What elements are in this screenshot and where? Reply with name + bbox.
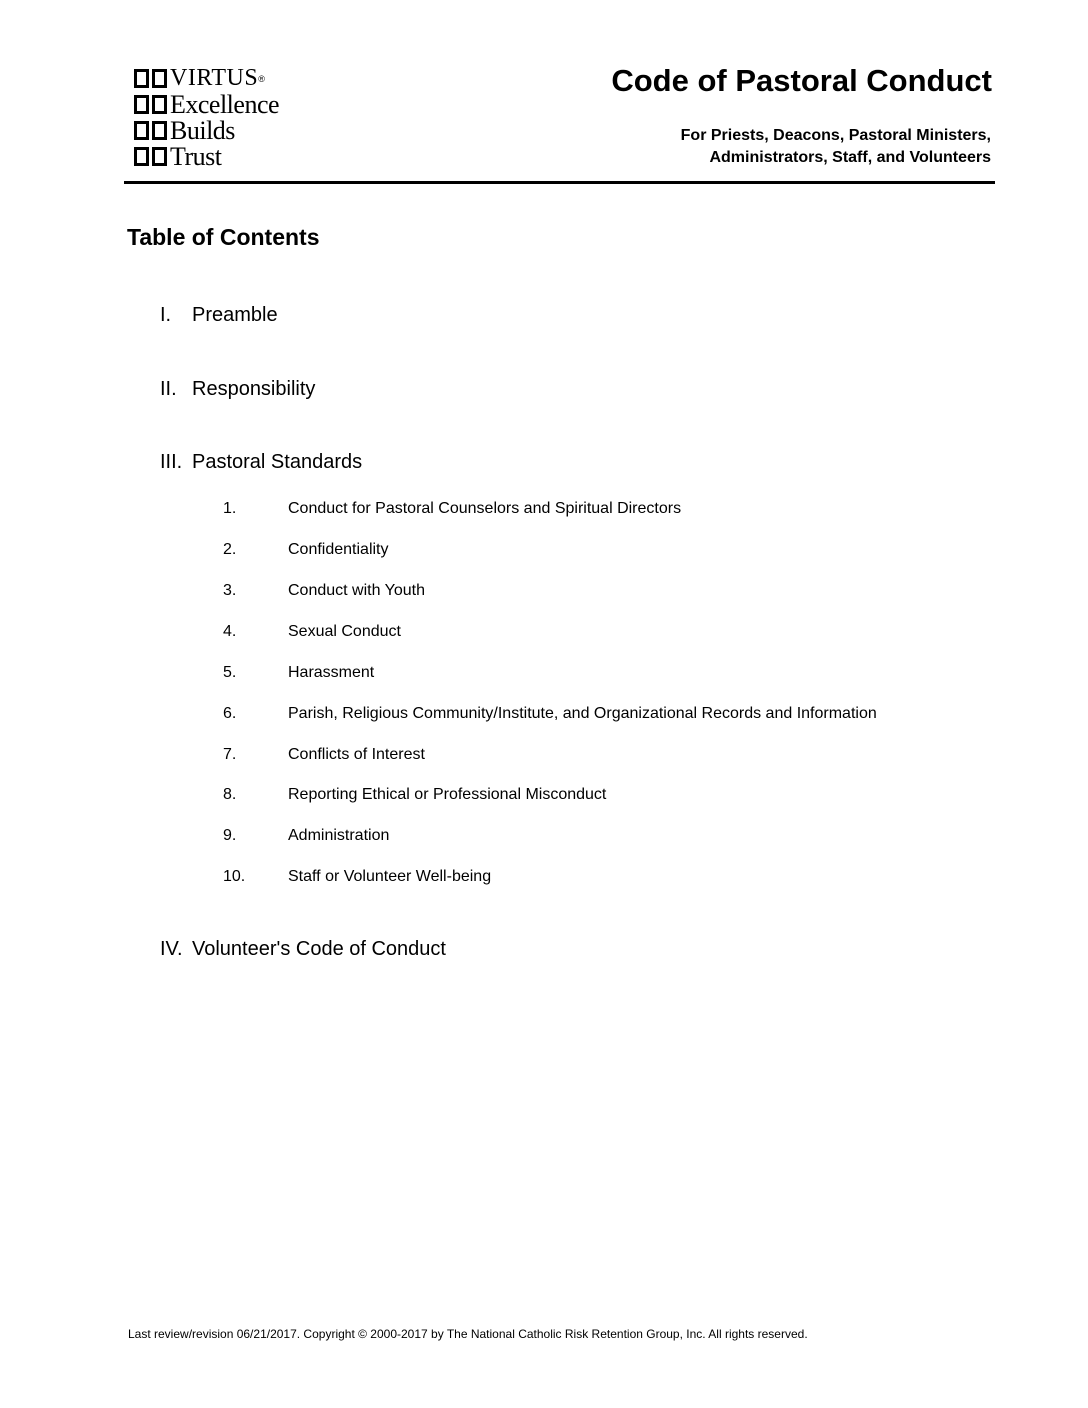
subsection-number: 3. <box>223 582 237 599</box>
subtitle-line-2: Administrators, Staff, and Volunteers <box>709 149 991 166</box>
toc-section-preamble <box>160 304 278 327</box>
section-label: Responsibility <box>192 378 316 400</box>
toc-section-responsibility <box>160 378 315 401</box>
copyright-footer: Last review/revision 06/21/2017. Copyright © 2000-2017 by The National Catholic Risk Retention Group, Inc. All rights reserved. <box>128 1327 808 1341</box>
section-number: IV. <box>160 938 183 960</box>
subsection-label: Conduct for Pastoral Counselors and Spiritual Directors <box>288 500 682 517</box>
header-divider <box>124 181 995 184</box>
section-number: I. <box>160 304 172 326</box>
section-label: Pastoral Standards <box>192 451 363 473</box>
logo-row-builds <box>134 118 235 143</box>
logo-word-trust: Trust <box>170 142 222 171</box>
subsection-number: 10. <box>223 868 246 885</box>
logo-squares-icon <box>134 147 167 166</box>
toc-section-volunteer-code <box>160 938 446 961</box>
subsection-label: Staff or Volunteer Well-being <box>288 868 492 885</box>
logo-word-builds: Builds <box>170 116 235 145</box>
logo-word-virtus: VIRTUS <box>170 65 259 91</box>
subsection-number: 8. <box>223 786 237 803</box>
subsection-label: Administration <box>288 827 390 844</box>
logo-squares-icon <box>134 95 167 114</box>
logo-row-trust <box>134 144 221 169</box>
toc-section-pastoral-standards <box>160 451 362 474</box>
subsection-number: 4. <box>223 623 237 640</box>
subsection-label: Conflicts of Interest <box>288 746 425 763</box>
subsection-number: 6. <box>223 705 237 722</box>
document-subtitle <box>681 125 991 169</box>
subsection-number: 1. <box>223 500 237 517</box>
logo-row-excellence <box>134 92 279 117</box>
section-number: II. <box>160 378 177 400</box>
registered-mark: ® <box>258 73 265 84</box>
subsection-label: Harassment <box>288 664 375 681</box>
subsection-number: 7. <box>223 746 237 763</box>
section-label: Volunteer's Code of Conduct <box>192 938 446 960</box>
logo-word-excellence: Excellence <box>170 90 280 119</box>
toc-heading: Table of Contents <box>127 224 320 250</box>
subsection-label: Confidentiality <box>288 541 389 558</box>
document-title: Code of Pastoral Conduct <box>611 63 992 98</box>
section-number: III. <box>160 451 183 473</box>
subsection-number: 5. <box>223 664 237 681</box>
subsection-label: Sexual Conduct <box>288 623 401 640</box>
subsection-label: Conduct with Youth <box>288 582 425 599</box>
section-label: Preamble <box>192 304 278 326</box>
subtitle-line-1: For Priests, Deacons, Pastoral Ministers, <box>680 127 991 144</box>
logo-squares-icon <box>134 121 167 140</box>
subsection-label: Parish, Religious Community/Institute, and Organizational Records and Information <box>288 705 877 722</box>
subsection-number: 9. <box>223 827 237 844</box>
logo-row-virtus <box>134 66 265 91</box>
subsection-label: Reporting Ethical or Professional Misconduct <box>288 786 607 803</box>
logo-squares-icon <box>134 69 167 88</box>
subsection-number: 2. <box>223 541 237 558</box>
virtus-logo <box>134 66 334 170</box>
